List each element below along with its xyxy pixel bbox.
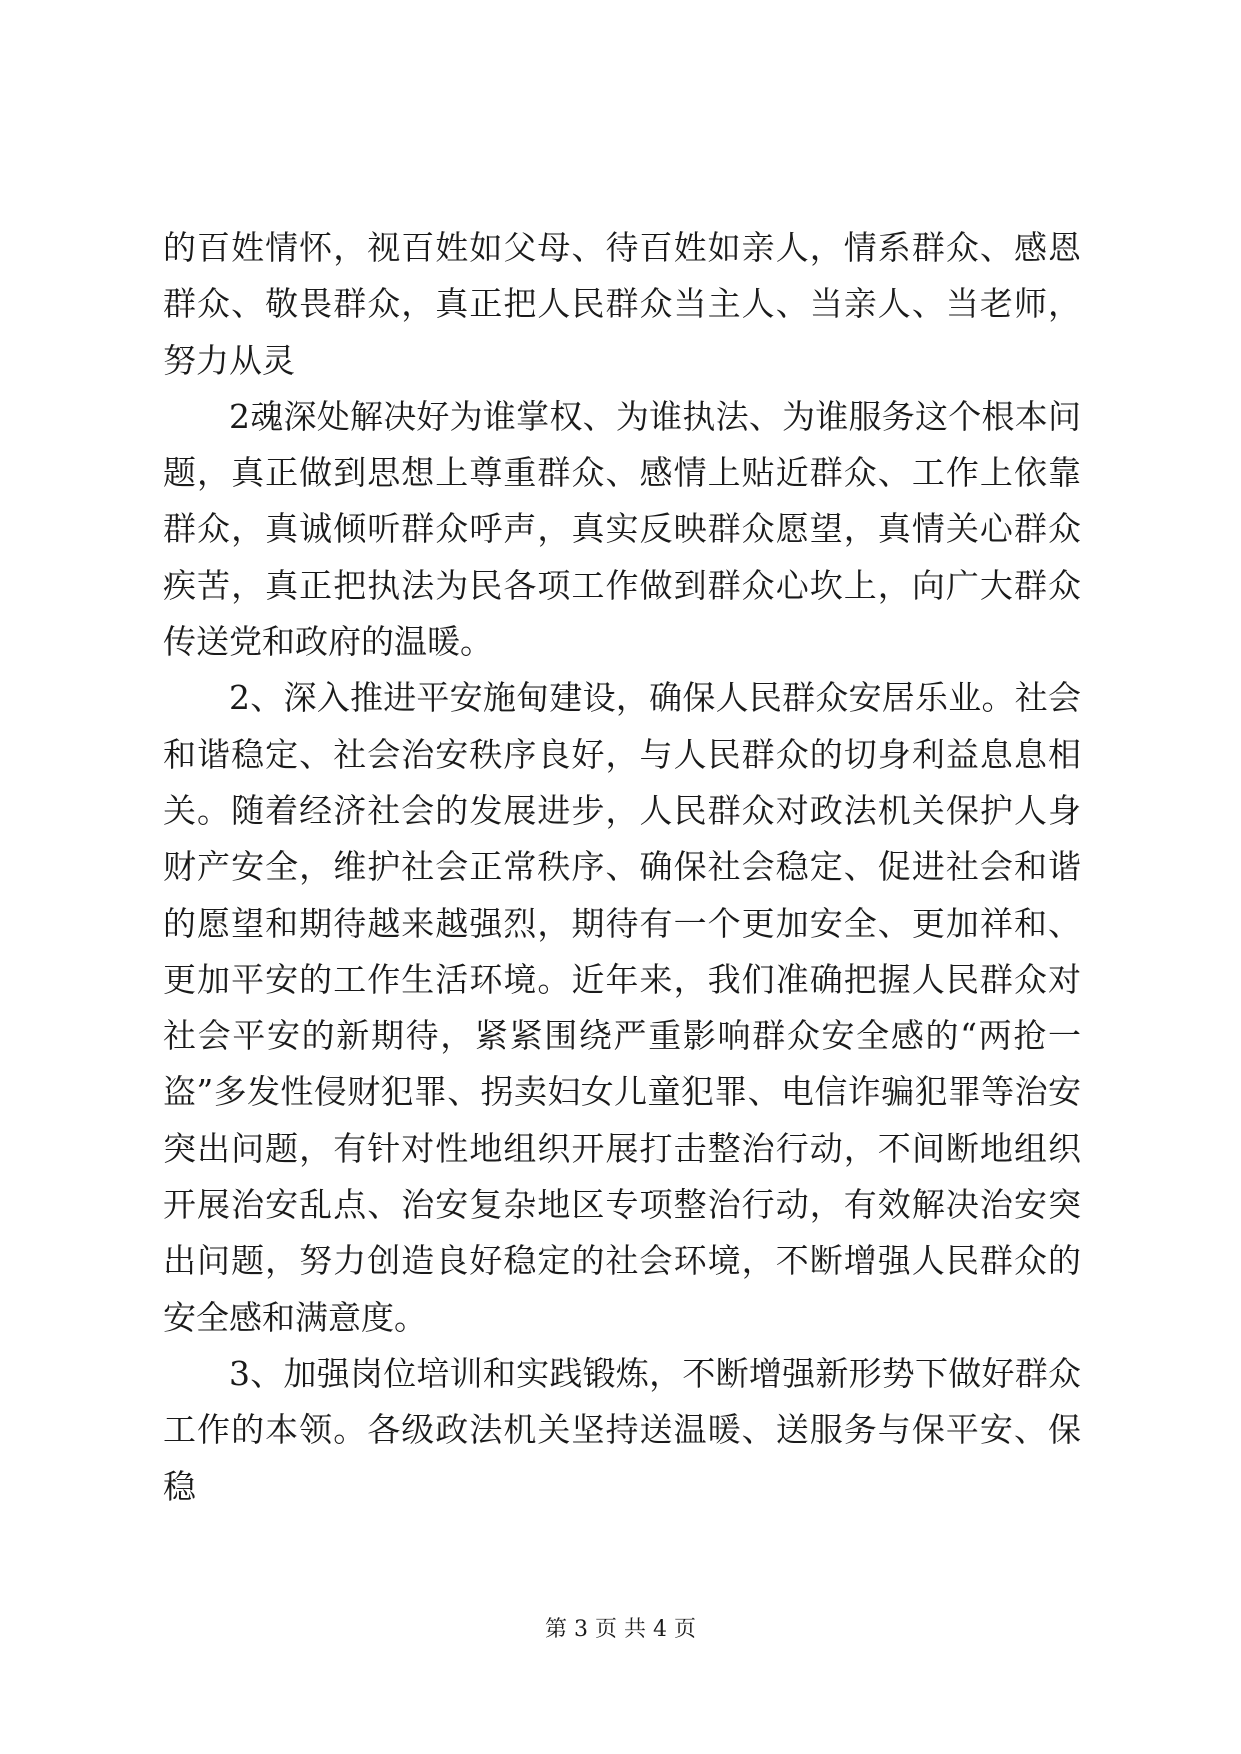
page-number-footer: 第 3 页 共 4 页 bbox=[545, 1617, 696, 1642]
paragraph-3: 2、深入推进平安施甸建设，确保人民群众安居乐业。社会和谐稳定、社会治安秩序良好，与人民群众的切身利益息息相关。随着经济社会的发展进步，人民群众对政法机关保护人身财产安全，维护社会正常秩序、确保社会稳定、促进社会和谐的愿望和期待越来越强烈，期待有一个更加安全、更加祥和、更加平安的工作生活环境。近年来，我们准确把握人民群众对社会平安的新期待，紧紧围绕严重影响群众安全感的“两抢一盗”多发性侵财犯罪、拐卖妇女儿童犯罪、电信诈骗犯罪等治安突出问题，有针对性地组织开展打击整治行动，不间断地组织开展治安乱点、治安复杂地区专项整治行动，有效解决治安突出问题，努力创造良好稳定的社会环境，不断增强人民群众的安全感和满意度。 bbox=[163, 678, 1081, 1337]
paragraph-2: 2魂深处解决好为谁掌权、为谁执法、为谁服务这个根本问题，真正做到思想上尊重群众、感情上贴近群众、工作上依靠群众，真诚倾听群众呼声，真实反映群众愿望，真情关心群众疾苦，真正把执法为民各项工作做到群众心坎上，向广大群众传送党和政府的温暖。 bbox=[163, 396, 1081, 662]
paragraph-1: 的百姓情怀，视百姓如父母、待百姓如亲人，情系群众、感恩群众、敬畏群众，真正把人民群众当主人、当亲人、当老师，努力从灵 bbox=[163, 228, 1081, 380]
paragraph-4: 3、加强岗位培训和实践锻炼，不断增强新形势下做好群众工作的本领。各级政法机关坚持送温暖、送服务与保平安、保稳 bbox=[163, 1353, 1081, 1506]
document-body bbox=[163, 220, 1081, 1515]
